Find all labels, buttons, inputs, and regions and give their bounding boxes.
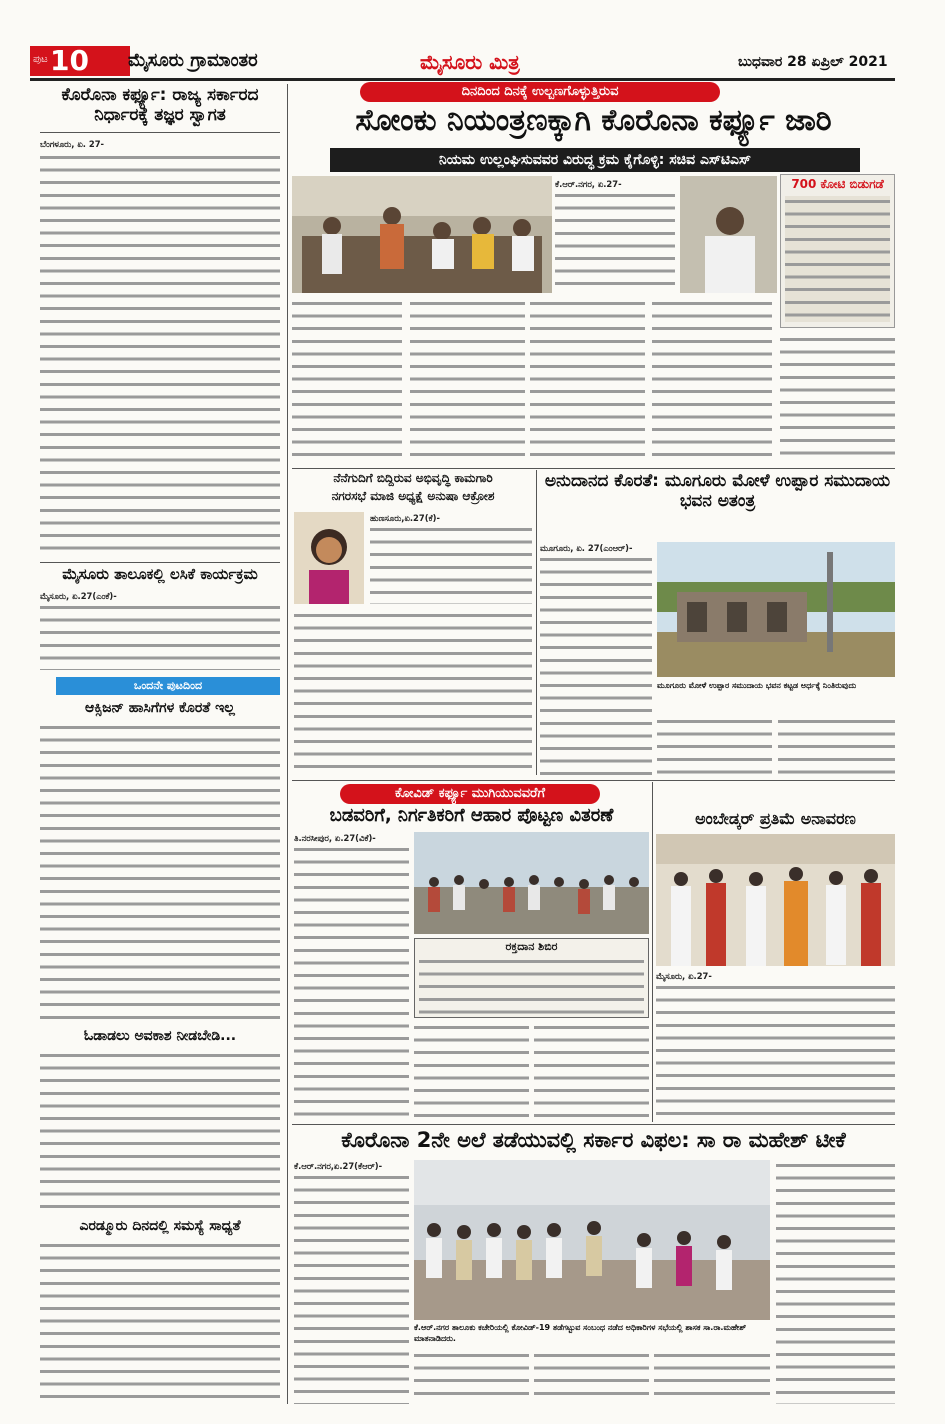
story-dateline [656,970,895,982]
story-body [294,1172,409,1404]
story-body [40,722,280,1022]
story-headline: ಅನುದಾನದ ಕೊರತೆ: ಮೂಗೂರು ಮೋಳೆ ಉಪ್ಪಾರ ಸಮುದಾಯ ಭವನ ಅತಂತ್ರ [544,471,891,511]
lead-body [555,190,675,294]
story-dateline [294,832,409,844]
story-body [654,1350,770,1404]
story-body [414,1022,529,1120]
building-photo [657,542,895,677]
divider [40,562,280,563]
lead-body [410,298,525,464]
dateline-text: ಮೈಸೂರು, ಏ.27- [656,971,712,981]
story-body [534,1022,649,1120]
dateline-text: ಮೈಸೂರು, ಏ.27(ಎಂಕೆ)- [40,591,117,601]
dateline-text: ಹುಣಸೂರು,ಏ.27(ಕೆ)- [370,513,440,523]
story-body [370,524,532,604]
story-body [778,716,895,776]
story-headline: ಬಡವರಿಗೆ, ನಿರ್ಗತಿಕರಿಗೆ ಆಹಾರ ಪೊಟ್ಟಣ ವಿತರಣೆ [329,805,614,826]
divider [40,132,280,133]
column-separator [652,782,653,1122]
masthead [0,0,945,80]
dateline-text: ಕೆ.ಆರ್.ನಗರ, ಏ.27- [555,179,622,189]
story-headline: ಕೊರೊನಾ 2ನೇ ಅಲೆ ತಡೆಯುವಲ್ಲಿ ಸರ್ಕಾರ ವಿಫಲ: ಸಾ ರಾ ಮಹೇಶ್ ಟೀಕೆ [341,1128,846,1152]
photo-caption: ಮೂಗೂರು ಮೋಳೆ ಉಪ್ಪಾರ ಸಮುದಾಯ ಭವನ ಕಟ್ಟಡ ಅರ್ಧಕ್ಕೆ ನಿಂತಿರುವುದು [657,681,857,690]
dateline-text: ಕೆ.ಆರ್.ನಗರ,ಏ.27(ಕೆಆರ್)- [294,1161,383,1171]
profile-photo [294,512,364,604]
lead-headline: ಸೋಂಕು ನಿಯಂತ್ರಣಕ್ಕಾಗಿ ಕೊರೊನಾ ಕರ್ಫ್ಯೂ ಜಾರಿ [355,103,832,138]
lead-subhead: ನಿಯಮ ಉಲ್ಲಂಘಿಸುವವರ ವಿರುದ್ಧ ಕ್ರಮ ಕೈಗೊಳ್ಳಿ: ಸಚಿವ ಎಸ್‌ಟಿಎಸ್ [330,148,860,172]
story-body [40,152,280,557]
story-subhead: ನಗರಸಭೆ ಮಾಜಿ ಅಧ್ಯಕ್ಷೆ ಅನುಷಾ ಆಕ್ರೋಶ [331,489,495,503]
divider [292,780,895,781]
story-body [657,716,772,776]
page-number: 10 [50,44,89,77]
column-separator [287,84,288,1404]
lead-photo-2 [680,176,777,293]
story-dateline [40,590,280,602]
food-photo [414,832,649,934]
page-label: ಪುಟ [33,54,48,65]
story-kicker: ಕೋವಿಡ್ ಕರ್ಫ್ಯೂ ಮುಗಿಯುವವರೆಗೆ [340,784,600,804]
story-body [656,982,895,1120]
story-headline: ಓಡಾಡಲು ಅವಕಾಶ ನೀಡಬೇಡಿ... [83,1028,237,1044]
newspaper-brand: ಮೈಸೂರು ಮಿತ್ರ [420,50,520,74]
story-headline: ನೆನೆಗುದಿಗೆ ಬಿದ್ದಿರುವ ಅಭಿವೃದ್ಧಿ ಕಾಮಗಾರಿ [333,471,493,485]
blood-donation-box [414,938,649,1018]
box-body [419,956,644,1016]
masthead-rule [30,78,895,81]
page-number-box [30,46,130,76]
dateline-text: ಬೆಂಗಳೂರು, ಏ. 27- [40,139,105,149]
continued-banner: ಒಂದನೇ ಪುಟದಿಂದ [56,677,280,695]
story-body [40,602,280,670]
story-body [40,1240,280,1400]
ambedkar-photo [656,834,895,966]
story-body [540,554,652,780]
divider [292,468,895,469]
story-dateline [540,542,675,554]
box-title: ರಕ್ತದಾನ ಶಿಬಿರ [505,940,558,953]
lead-photo [292,176,552,293]
story-body [776,1160,895,1404]
lead-kicker: ದಿನದಿಂದ ದಿನಕ್ಕೆ ಉಲ್ಬಣಗೊಳ್ಳುತ್ತಿರುವ [360,82,720,102]
section-name: ಮೈಸೂರು ಗ್ರಾಮಾಂತರ [128,50,258,71]
photo-caption: ಕೆ.ಆರ್.ನಗರ ತಾಲೂಕು ಕಚೇರಿಯಲ್ಲಿ ಕೋವಿಡ್-19 ತಡೆಗಟ್ಟುವ ಸಂಬಂಧ ನಡೆದ ಅಧಿಕಾರಿಗಳ ಸಭೆಯಲ್ಲಿ ಶಾಸಕ ಸಾ.ರಾ.ಮಹೇಶ್ ಮಾತನಾಡಿದರು. [414,1323,747,1343]
story-body [534,1350,649,1404]
story-body [40,1050,280,1210]
lead-dateline [555,178,675,190]
story-dateline [294,1160,409,1172]
story-body [294,844,409,1120]
meeting-photo [414,1160,770,1320]
story-headline: ಮೈಸೂರು ತಾಲೂಕಲ್ಲಿ ಲಸಿಕೆ ಕಾರ್ಯಕ್ರಮ [62,565,258,583]
sidebar-headline: 700 ಕೋಟಿ ಬಿಡುಗಡೆ [791,177,884,191]
story-headline: ಅಂಬೇಡ್ಕರ್ ಪ್ರತಿಮೆ ಅನಾವರಣ [695,809,856,828]
column-separator [536,470,537,775]
story-headline: ಕೊರೊನಾ ಕರ್ಫ್ಯೂ: ರಾಜ್ಯ ಸರ್ಕಾರದ ನಿರ್ಧಾರಕ್ಕೆ ತಜ್ಞರ ಸ್ವಾಗತ [61,85,259,125]
dateline-text: ತಿ.ನರಸೀಪುರ, ಏ.27(ವಿಕೆ)- [294,833,376,843]
lead-body [292,298,402,464]
sidebar-box [780,174,895,328]
issue-date: ಬುಧವಾರ 28 ಏಪ್ರಿಲ್ 2021 [738,54,888,70]
story-headline: ಆಕ್ಸಿಜನ್ ಹಾಸಿಗೆಗಳ ಕೊರತೆ ಇಲ್ಲ [85,700,235,716]
dateline-text: ಮೂಗೂರು, ಏ. 27(ಎಂಆರ್)- [540,543,633,553]
sidebar-body [785,196,890,322]
lead-body [780,334,895,464]
story-headline: ಎರಡ್ಮೂರು ದಿನದಲ್ಲಿ ಸಮಸ್ಯೆ ಸಾಧ್ಯತೆ [79,1218,241,1234]
divider [292,1124,895,1125]
story-body [294,610,532,772]
lead-body [530,298,645,464]
lead-body [652,298,772,464]
story-body [414,1350,529,1404]
story-dateline [370,512,532,524]
